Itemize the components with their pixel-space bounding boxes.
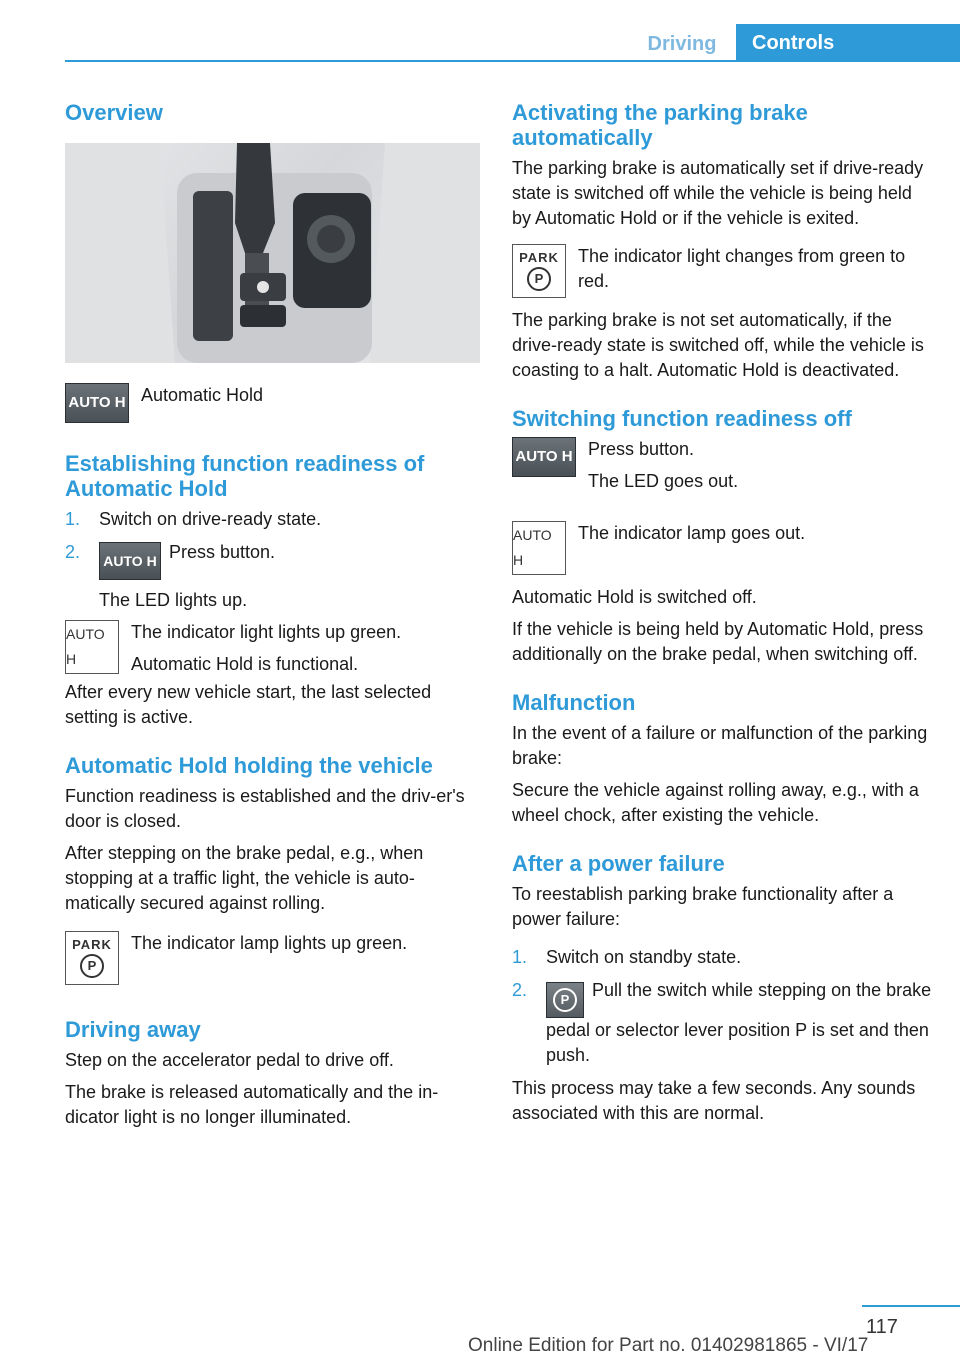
list-item <box>512 945 932 970</box>
park-label: PARK <box>72 937 112 952</box>
park-indicator-row <box>512 244 932 298</box>
establish-steps <box>65 507 480 580</box>
indicator-off-row <box>512 521 932 575</box>
park-indicator-icon <box>512 244 566 298</box>
step-number: 2. <box>512 980 528 1000</box>
right-column <box>512 100 932 1133</box>
step-number: 2. <box>65 542 81 562</box>
switch-off-button-row <box>512 437 932 501</box>
power-failure-p1: To reestablish parking brake functionality after a power failure: <box>512 884 894 929</box>
auto-h-button-icon: AUTO H <box>512 437 576 477</box>
park-p-symbol: P <box>527 267 551 291</box>
step-text: Pull the switch while stepping on the brake pedal or selector lever position P is set and then push. <box>546 980 932 1065</box>
indicator-row <box>65 620 480 684</box>
malfunction-heading: Malfunction <box>512 690 636 715</box>
step-text: Press button. <box>169 542 276 562</box>
overview-heading: Overview <box>65 100 163 125</box>
activating-p2: The parking brake is not set automatically, if the drive-ready state is switched off, while the vehicle is coasting to a halt. Automatic Hold is deactivated. <box>512 310 924 380</box>
header-rule <box>65 60 960 62</box>
park-indicator-row <box>65 931 480 985</box>
step-number: 1. <box>65 509 81 529</box>
edition-text: Online Edition for Part no. 01402981865 - VI/17 <box>468 1335 869 1356</box>
park-indicator-text: The indicator light changes from green to red. <box>578 246 906 291</box>
auto-h-button-icon: AUTO H <box>99 542 161 580</box>
holding-heading: Automatic Hold holding the vehicle <box>65 753 433 778</box>
park-p-symbol: P <box>80 954 104 978</box>
driving-away-p2: The brake is released automatically and the in-dicator light is no longer illuminated. <box>65 1082 439 1127</box>
parking-brake-switch-icon <box>546 982 584 1018</box>
switching-off-heading: Switching function readiness off <box>512 406 852 431</box>
press-button-text: Press button. <box>588 439 695 459</box>
step-number: 1. <box>512 947 528 967</box>
page-number: 117 <box>866 1316 898 1338</box>
park-indicator-text: The indicator lamp lights up green. <box>131 933 408 953</box>
auto-h-indicator-icon: AUTO H <box>65 620 119 674</box>
switching-off-p2: If the vehicle is being held by Automatic Hold, press additionally on the brake pedal, when switching off. <box>512 619 924 664</box>
power-failure-p2: This process may take a few seconds. Any sounds associated with this are normal. <box>512 1078 916 1123</box>
step-text: Switch on standby state. <box>546 947 742 967</box>
list-item <box>65 540 480 580</box>
holding-p2: After stepping on the brake pedal, e.g., when stopping at a traffic light, the vehicle is auto-matically secured against rolling. <box>65 843 424 913</box>
indicator-line-1: The indicator light lights up green. <box>131 622 402 642</box>
activating-p1: The parking brake is automatically set if drive-ready state is switched off while the vehicle is being held by Automatic Hold or if the vehicle is exited. <box>512 158 924 228</box>
led-text: The LED lights up. <box>99 590 248 610</box>
list-item <box>512 978 932 1068</box>
header-section-tab: Driving <box>647 33 717 55</box>
activating-heading: Activating the parking brake automatically <box>512 100 808 150</box>
list-item <box>65 507 480 532</box>
footer-rule <box>862 1305 960 1307</box>
power-failure-steps <box>512 945 932 1068</box>
park-label: PARK <box>519 250 559 265</box>
autoh-caption-row <box>65 383 480 423</box>
indicator-off-text: The indicator lamp goes out. <box>578 523 806 543</box>
switching-off-p1: Automatic Hold is switched off. <box>512 587 757 607</box>
header-chapter-tab: Controls <box>736 24 960 62</box>
step-text: Switch on drive-ready state. <box>99 509 322 529</box>
autoh-caption: Automatic Hold <box>141 385 264 405</box>
park-indicator-icon <box>65 931 119 985</box>
indicator-line-2: Automatic Hold is functional. <box>131 654 359 674</box>
malfunction-p1: In the event of a failure or malfunction of the parking brake: <box>512 723 928 768</box>
left-column <box>65 100 480 1137</box>
establish-heading: Establishing function readiness of Automatic Hold <box>65 451 425 501</box>
holding-p1: Function readiness is established and the driv-er's door is closed. <box>65 786 465 831</box>
auto-h-button-icon: AUTO H <box>65 383 129 423</box>
indicator-line-3: After every new vehicle start, the last selected setting is active. <box>65 682 432 727</box>
center-console-photo <box>65 143 480 363</box>
park-p-symbol: P <box>553 988 577 1012</box>
driving-away-heading: Driving away <box>65 1017 201 1042</box>
driving-away-p1: Step on the accelerator pedal to drive off. <box>65 1050 394 1070</box>
led-goes-out-text: The LED goes out. <box>588 471 739 491</box>
power-failure-heading: After a power failure <box>512 851 725 876</box>
malfunction-p2: Secure the vehicle against rolling away, e.g., with a wheel chock, after existing the vehicle. <box>512 780 919 825</box>
auto-h-indicator-icon: AUTO H <box>512 521 566 575</box>
